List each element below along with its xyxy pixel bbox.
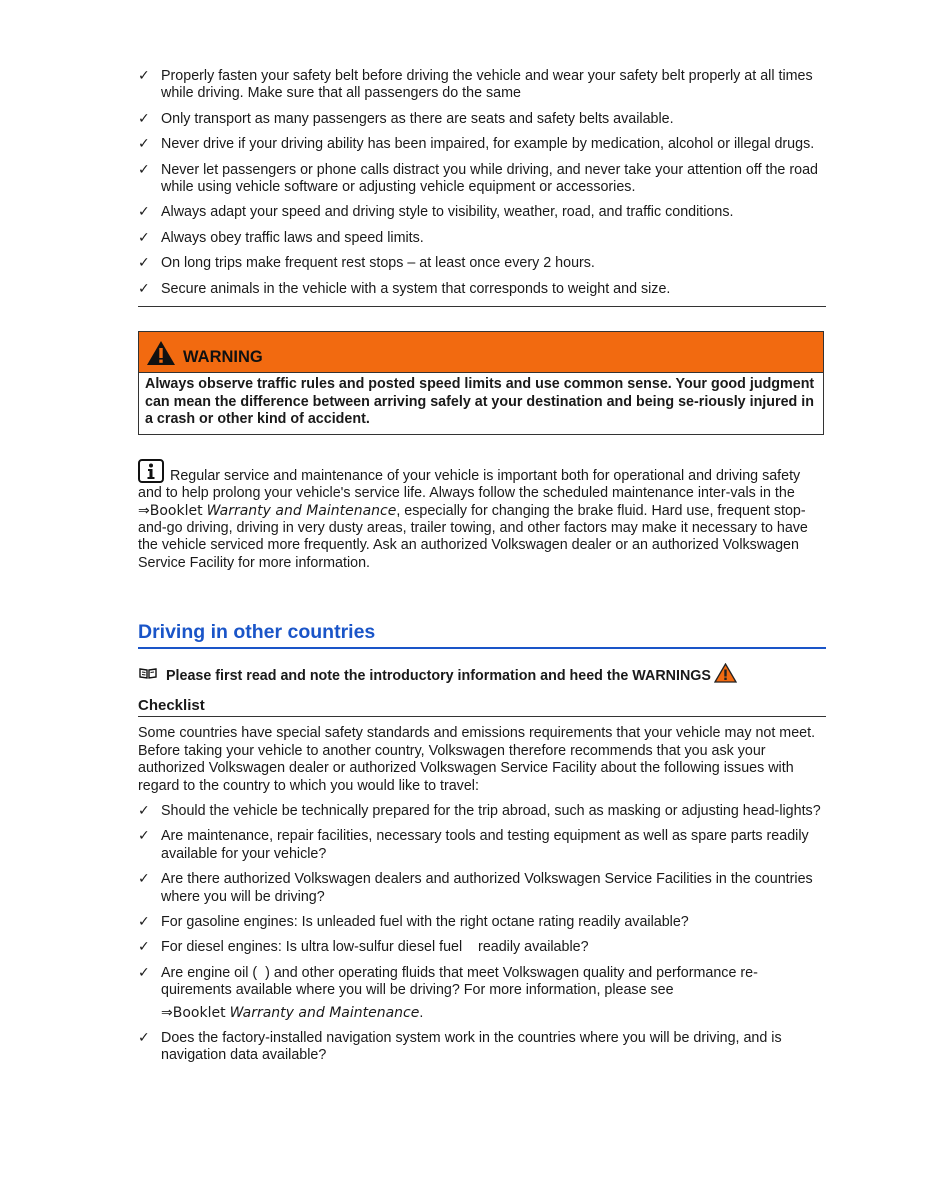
warning-triangle-icon[interactable] bbox=[714, 663, 737, 683]
checkmark-icon: ✓ bbox=[138, 229, 150, 246]
intro-instruction: Please first read and note the introductory information and heed the WARNINGS bbox=[138, 663, 826, 686]
warning-text: Always observe traffic rules and posted speed limits and use common sense. Your good judgment can mean the difference between arriving safely at your destination and being se-riously injured in a crash or other kind of accident. bbox=[145, 376, 815, 428]
list-item: ✓ Are engine oil ( ) and other operating fluids that meet Volkswagen quality and performance re-quirements available where you will be driving? For more information, please see ⇒Booklet Warranty and Maintenance. bbox=[138, 965, 826, 1022]
list-item: ✓ Always adapt your speed and driving style to visibility, weather, road, and traffic conditions. bbox=[138, 204, 734, 221]
list-item: ✓ Always obey traffic laws and speed limits. bbox=[138, 229, 424, 246]
warning-box bbox=[138, 331, 824, 435]
checkmark-icon: ✓ bbox=[138, 161, 150, 178]
checkmark-icon: ✓ bbox=[138, 68, 150, 84]
warning-header bbox=[139, 332, 823, 373]
booklet-title[interactable]: Warranty and Maintenance bbox=[229, 1004, 420, 1021]
list-item: ✓ Never drive if your driving ability has been impaired, for example by medication, alcohol or illegal drugs. bbox=[138, 136, 815, 153]
checkmark-icon: ✓ bbox=[138, 1029, 150, 1046]
list-item: ✓ Secure animals in the vehicle with a system that corresponds to weight and size. bbox=[138, 280, 671, 297]
list-item: ✓ Properly fasten your safety belt before driving the vehicle and wear your safety belt properly at all times while driving. Make sure that all passengers do the same bbox=[138, 68, 813, 102]
warning-title: WARNING bbox=[183, 348, 263, 367]
list-item: ✓ Are there authorized Volkswagen dealers and authorized Volkswagen Service Facilities in the countries where you will be driving? bbox=[138, 871, 813, 905]
list-item: ✓ Only transport as many passengers as there are seats and safety belts available. bbox=[138, 110, 674, 127]
list-item: ✓ Never let passengers or phone calls distract you while driving, and never take your attention off the road while using vehicle software or adjusting vehicle equipment or accessories. bbox=[138, 161, 818, 196]
checkmark-icon: ✓ bbox=[138, 964, 150, 981]
list-item: ✓ On long trips make frequent rest stops – at least once every 2 hours. bbox=[138, 255, 595, 272]
section-title: Driving in other countries bbox=[138, 620, 826, 649]
safety-checklist bbox=[138, 68, 826, 298]
open-book-icon bbox=[139, 668, 157, 679]
list-item: ✓ For gasoline engines: Is unleaded fuel with the right octane rating readily available? bbox=[138, 913, 689, 930]
booklet-link[interactable]: Booklet bbox=[149, 502, 203, 519]
booklet-title[interactable]: Warranty and Maintenance bbox=[206, 502, 397, 519]
checkmark-icon: ✓ bbox=[138, 136, 150, 153]
booklet-link[interactable]: Booklet bbox=[172, 1004, 226, 1021]
manual-page bbox=[138, 68, 826, 1073]
travel-checklist bbox=[138, 803, 826, 1065]
checkmark-icon: ✓ bbox=[138, 255, 150, 272]
checkmark-icon: ✓ bbox=[138, 913, 150, 930]
booklet-reference: ⇒Booklet Warranty and Maintenance. bbox=[161, 1004, 424, 1021]
list-item: ✓ Does the factory-installed navigation system work in the countries where you will be driving, and is navigation data available? bbox=[138, 1029, 782, 1064]
checkmark-icon: ✓ bbox=[138, 802, 150, 819]
list-item: ✓ Should the vehicle be technically prepared for the trip abroad, such as masking or adjusting head-lights? bbox=[138, 802, 821, 819]
checkmark-icon: ✓ bbox=[138, 871, 150, 888]
warning-triangle-icon bbox=[146, 340, 176, 366]
list-item: ✓ For diesel engines: Is ultra low-sulfur diesel fuel readily available? bbox=[138, 939, 589, 956]
checklist-heading: Checklist bbox=[138, 696, 826, 717]
checkmark-icon: ✓ bbox=[138, 110, 150, 127]
intro-paragraph: Some countries have special safety standards and emissions requirements that your vehicle may not meet. Before taking your vehicle to another country, Volkswagen therefore recommends that you ask your authorized Volkswagen dealer or authorized Volkswagen Service Facility about the following issues with regard to the country to which you would like to travel: bbox=[138, 725, 816, 794]
section-divider bbox=[138, 306, 826, 307]
checkmark-icon: ✓ bbox=[138, 939, 150, 956]
checkmark-icon: ✓ bbox=[138, 204, 150, 221]
checkmark-icon: ✓ bbox=[138, 828, 150, 845]
info-icon bbox=[138, 459, 164, 483]
list-item: ✓ Are maintenance, repair facilities, necessary tools and testing equipment as well as spare parts readily available for your vehicle? bbox=[138, 828, 809, 862]
info-note: Regular service and maintenance of your vehicle is important both for operational and driving safety and to help prolong your vehicle's service life. Always follow the scheduled maintenance inter-vals in the ⇒Booklet Warranty and Maintenance, especially for changing the brake fluid. Hard use, frequent stop-and-go driving, driving in very dusty areas, trailer towing, and other factors may make it necessary to have the vehicle serviced more frequently. Ask an authorized Volkswagen dealer or an authorized Volkswagen Service Facility for more information. bbox=[138, 459, 826, 572]
checkmark-icon: ✓ bbox=[138, 280, 150, 297]
booklet-arrow: ⇒ bbox=[138, 502, 150, 519]
